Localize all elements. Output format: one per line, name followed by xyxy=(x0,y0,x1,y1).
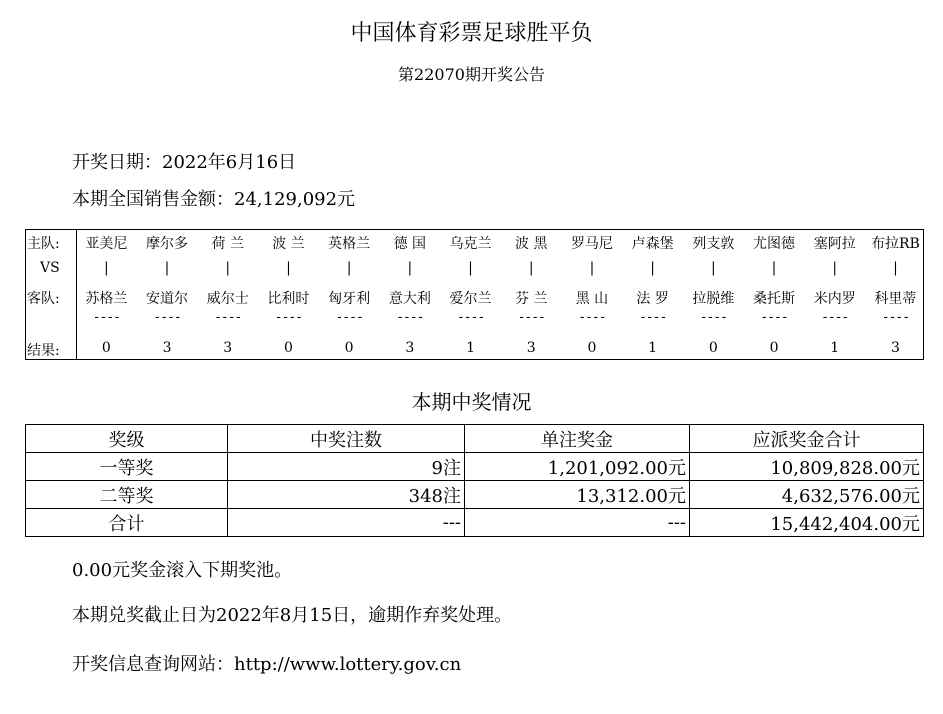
prize-level: 合计 xyxy=(26,509,228,537)
header-total: 应派奖金合计 xyxy=(690,425,924,453)
match-columns xyxy=(76,230,923,359)
away-team: 科里蒂 xyxy=(874,291,917,307)
match-result: 3 xyxy=(162,340,172,356)
per-ticket-amount: 13,312.00元 xyxy=(465,481,690,509)
vs-separator: | xyxy=(346,260,352,276)
away-team: 苏格兰 xyxy=(85,291,128,307)
vs-separator: | xyxy=(468,260,473,276)
match-column xyxy=(319,230,380,359)
match-column xyxy=(137,230,198,359)
deadline-note: 本期兑奖截止日为2022年8月15日，逾期作弃奖处理。 xyxy=(72,605,513,626)
dash-separator: ---- xyxy=(638,310,667,325)
dash-separator: ---- xyxy=(821,310,849,325)
match-result: 3 xyxy=(890,340,900,356)
vs-separator: | xyxy=(225,260,231,276)
sales-amount: 本期全国销售金额：24,129,092元 xyxy=(72,189,356,210)
home-team: 乌克兰 xyxy=(449,236,492,252)
away-team: 米内罗 xyxy=(813,291,856,307)
vs-separator: | xyxy=(832,260,838,276)
home-team: 卢森堡 xyxy=(631,236,674,252)
winner-count: 9注 xyxy=(228,453,465,481)
prize-level: 二等奖 xyxy=(26,481,228,509)
match-result: 1 xyxy=(648,340,658,356)
prize-header-row xyxy=(26,425,924,453)
away-team: 法 罗 xyxy=(636,291,669,307)
away-team: 拉脱维 xyxy=(692,291,735,307)
website-info: 开奖信息查询网站：http://www.lottery.gov.cn xyxy=(72,654,462,675)
match-column xyxy=(562,230,623,359)
match-result: 0 xyxy=(769,340,779,356)
vs-separator: | xyxy=(407,260,413,276)
match-result: 3 xyxy=(526,340,536,356)
match-result: 1 xyxy=(466,340,475,356)
rollover-note: 0.00元奖金滚入下期奖池。 xyxy=(72,560,293,581)
match-result: 0 xyxy=(708,340,718,356)
total-amount: 10,809,828.00元 xyxy=(690,453,924,481)
dash-separator: ---- xyxy=(760,310,788,325)
home-team: 波 兰 xyxy=(272,236,305,252)
match-column xyxy=(622,230,683,359)
vs-separator: | xyxy=(771,260,777,276)
away-team: 威尔士 xyxy=(206,291,249,307)
winner-count: --- xyxy=(228,509,465,537)
home-team: 德 国 xyxy=(393,236,427,252)
per-ticket-amount: --- xyxy=(465,509,690,537)
away-team: 爱尔兰 xyxy=(449,291,492,307)
prize-row xyxy=(26,509,924,537)
dash-separator: ---- xyxy=(881,310,910,325)
match-result: 0 xyxy=(587,340,597,356)
away-team: 意大利 xyxy=(388,291,431,307)
total-amount: 15,442,404.00元 xyxy=(690,509,924,537)
match-column xyxy=(380,230,441,359)
match-column xyxy=(197,230,258,359)
dash-separator: ---- xyxy=(699,310,727,325)
winner-count: 348注 xyxy=(228,481,465,509)
match-column xyxy=(804,230,865,359)
header-amount: 单注奖金 xyxy=(465,425,690,453)
vs-separator: | xyxy=(164,260,170,276)
home-team: 尤图德 xyxy=(753,236,796,252)
vs-separator: | xyxy=(710,260,716,276)
dash-separator: ---- xyxy=(214,310,242,325)
vs-separator: | xyxy=(589,260,595,276)
home-team: 波 黑 xyxy=(515,236,548,252)
home-team: 亚美尼 xyxy=(85,236,128,252)
vs-separator: | xyxy=(286,260,291,276)
page-title: 中国体育彩票足球胜平负 xyxy=(350,21,593,46)
dash-separator: ---- xyxy=(153,310,181,325)
away-team: 芬 兰 xyxy=(515,291,548,307)
dash-separator: ---- xyxy=(274,310,303,325)
vs-separator: | xyxy=(893,260,898,276)
matches-table xyxy=(25,229,924,360)
match-result: 0 xyxy=(283,340,293,356)
draw-date: 开奖日期：2022年6月16日 xyxy=(72,152,297,173)
home-team: 布拉RB xyxy=(871,236,920,252)
home-team: 罗马尼 xyxy=(570,236,613,252)
vs-separator: | xyxy=(103,260,109,276)
match-column xyxy=(258,230,319,359)
away-team: 桑托斯 xyxy=(753,291,796,307)
dash-separator: ---- xyxy=(92,310,120,325)
dash-separator: ---- xyxy=(335,310,363,325)
vs-label: VS xyxy=(40,260,60,276)
match-result: 0 xyxy=(344,340,354,356)
match-column xyxy=(683,230,744,359)
header-count: 中奖注数 xyxy=(228,425,465,453)
prize-row xyxy=(26,481,924,509)
per-ticket-amount: 1,201,092.00元 xyxy=(465,453,690,481)
home-team: 塞阿拉 xyxy=(813,236,856,252)
match-result: 3 xyxy=(223,340,233,356)
result-label: 结果: xyxy=(27,343,60,359)
home-team-label: 主队: xyxy=(27,236,60,252)
prize-row xyxy=(26,453,924,481)
prize-table xyxy=(25,424,924,537)
prize-level: 一等奖 xyxy=(26,453,228,481)
header-level: 奖级 xyxy=(26,425,228,453)
match-column xyxy=(865,230,926,359)
match-column xyxy=(744,230,805,359)
total-amount: 4,632,576.00元 xyxy=(690,481,924,509)
home-team: 摩尔多 xyxy=(146,236,189,252)
dash-separator: ---- xyxy=(517,310,545,325)
vs-separator: | xyxy=(528,260,534,276)
draw-number-subtitle: 第22070期开奖公告 xyxy=(398,65,545,84)
away-team: 比利时 xyxy=(267,291,310,307)
match-result: 3 xyxy=(405,340,415,356)
match-result: 1 xyxy=(830,340,840,356)
away-team-label: 客队: xyxy=(27,291,60,307)
prize-section-title: 本期中奖情况 xyxy=(411,390,532,414)
home-team: 荷 兰 xyxy=(211,236,244,252)
vs-separator: | xyxy=(650,260,655,276)
home-team: 列支敦 xyxy=(692,236,735,252)
dash-separator: ---- xyxy=(578,310,606,325)
match-column xyxy=(76,230,137,359)
away-team: 安道尔 xyxy=(146,291,189,307)
dash-separator: ---- xyxy=(396,310,424,325)
match-column xyxy=(440,230,501,359)
home-team: 英格兰 xyxy=(328,236,371,252)
match-result: 0 xyxy=(101,340,111,356)
dash-separator: ---- xyxy=(456,310,485,325)
away-team: 匈牙利 xyxy=(328,291,371,307)
row-labels xyxy=(26,230,77,359)
match-column xyxy=(501,230,562,359)
away-team: 黑 山 xyxy=(575,291,609,307)
